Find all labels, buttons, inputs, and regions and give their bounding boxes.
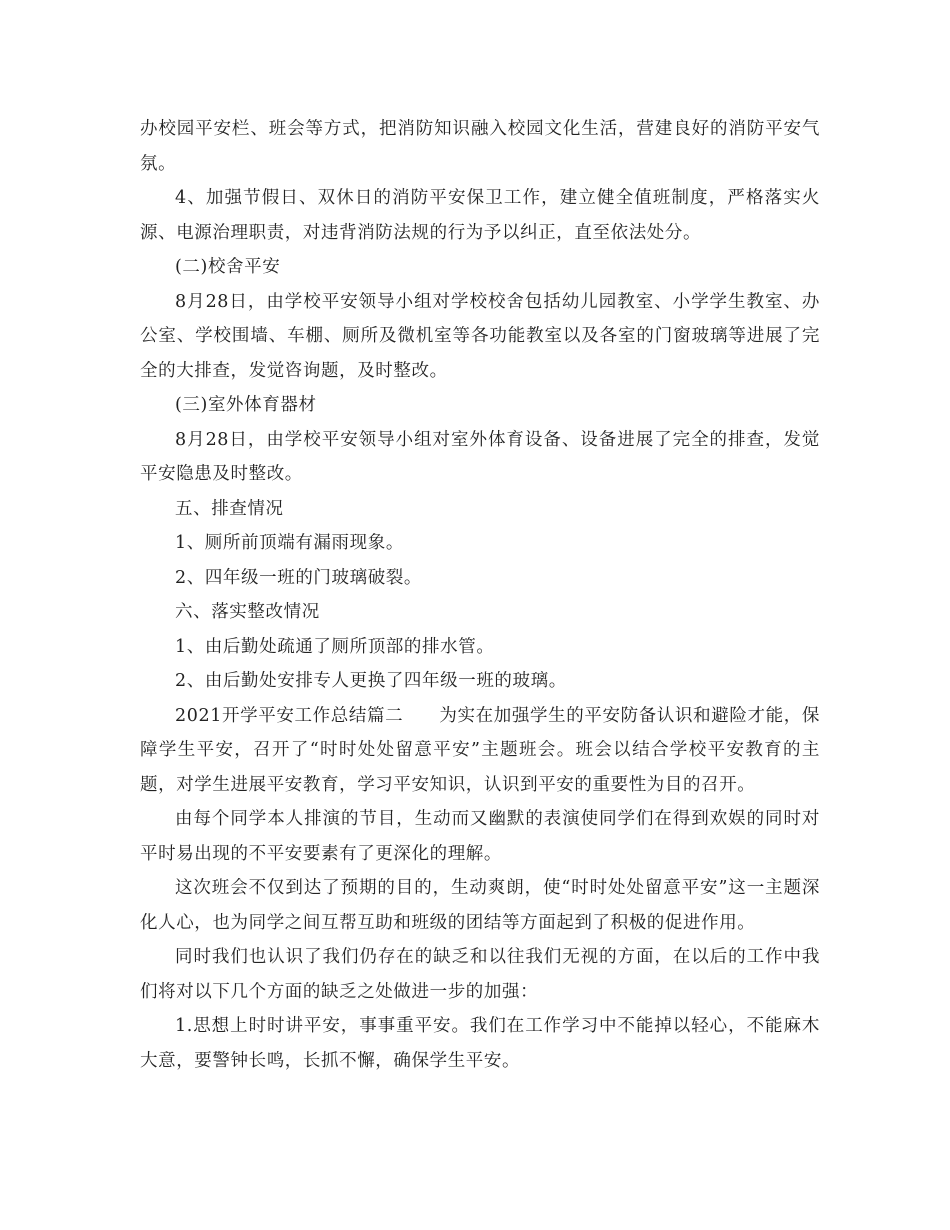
- paragraph-10: 1、由后勤处疏通了厕所顶部的排水管。: [175, 636, 495, 657]
- paragraph-3: 8月28日，由学校平安领导小组对学校校舍包括幼儿园教室、小学学生教室、办公室、学校围墙、车棚、厕所及微机室等各功能教室以及各室的门窗玻璃等进展了完全的大排查，发觉咨询题，及时整改。: [140, 291, 820, 381]
- paragraph-11: 2、由后勤处安排专人更换了四年级一班的玻璃。: [175, 671, 567, 691]
- paragraph-4: (三)室外体育器材: [175, 395, 317, 415]
- paragraph-2: (二)校舍平安: [175, 257, 281, 277]
- paragraph-8: 2、四年级一班的门玻璃破裂。: [175, 567, 423, 588]
- paragraph-6: 五、排查情况: [175, 498, 284, 519]
- paragraph-5: 8月28日，由学校平安领导小组对室外体育设备、设备进展了完全的排查，发觉平安隐患及时整改。: [140, 429, 820, 484]
- paragraph-13: 由每个同学本人排演的节目，生动而又幽默的表演使同学们在得到欢娱的同时对平时易出现的不平安要素有了更深化的理解。: [140, 809, 820, 864]
- paragraph-7: 1、厕所前顶端有漏雨现象。: [175, 533, 404, 553]
- document-body: [140, 112, 820, 1078]
- paragraph-12: 2021开学平安工作总结篇二 为实在加强学生的平安防备认识和避险才能，保障学生平安，召开了“时时处处留意平安”主题班会。班会以结合学校平安教育的主题，对学生进展平安教育，学习平安知识，认识到平安的重要性为目的召开。: [140, 705, 820, 795]
- paragraph-1: 4、加强节假日、双休日的消防平安保卫工作，建立健全值班制度，严格落实火源、电源治理职责，对违背消防法规的行为予以纠正，直至依法处分。: [140, 188, 820, 243]
- paragraph-15: 同时我们也认识了我们仍存在的缺乏和以往我们无视的方面，在以后的工作中我们将对以下几个方面的缺乏之处做进一步的加强：: [140, 947, 820, 1002]
- paragraph-0: 办校园平安栏、班会等方式，把消防知识融入校园文化生活，营建良好的消防平安气氛。: [140, 119, 820, 174]
- paragraph-9: 六、落实整改情况: [175, 602, 320, 622]
- paragraph-14: 这次班会不仅到达了预期的目的，生动爽朗，使“时时处处留意平安”这一主题深化人心，也为同学之间互帮互助和班级的团结等方面起到了积极的促进作用。: [140, 878, 820, 933]
- paragraph-16: 1.思想上时时讲平安，事事重平安。我们在工作学习中不能掉以轻心，不能麻木大意，要警钟长鸣，长抓不懈，确保学生平安。: [140, 1016, 820, 1071]
